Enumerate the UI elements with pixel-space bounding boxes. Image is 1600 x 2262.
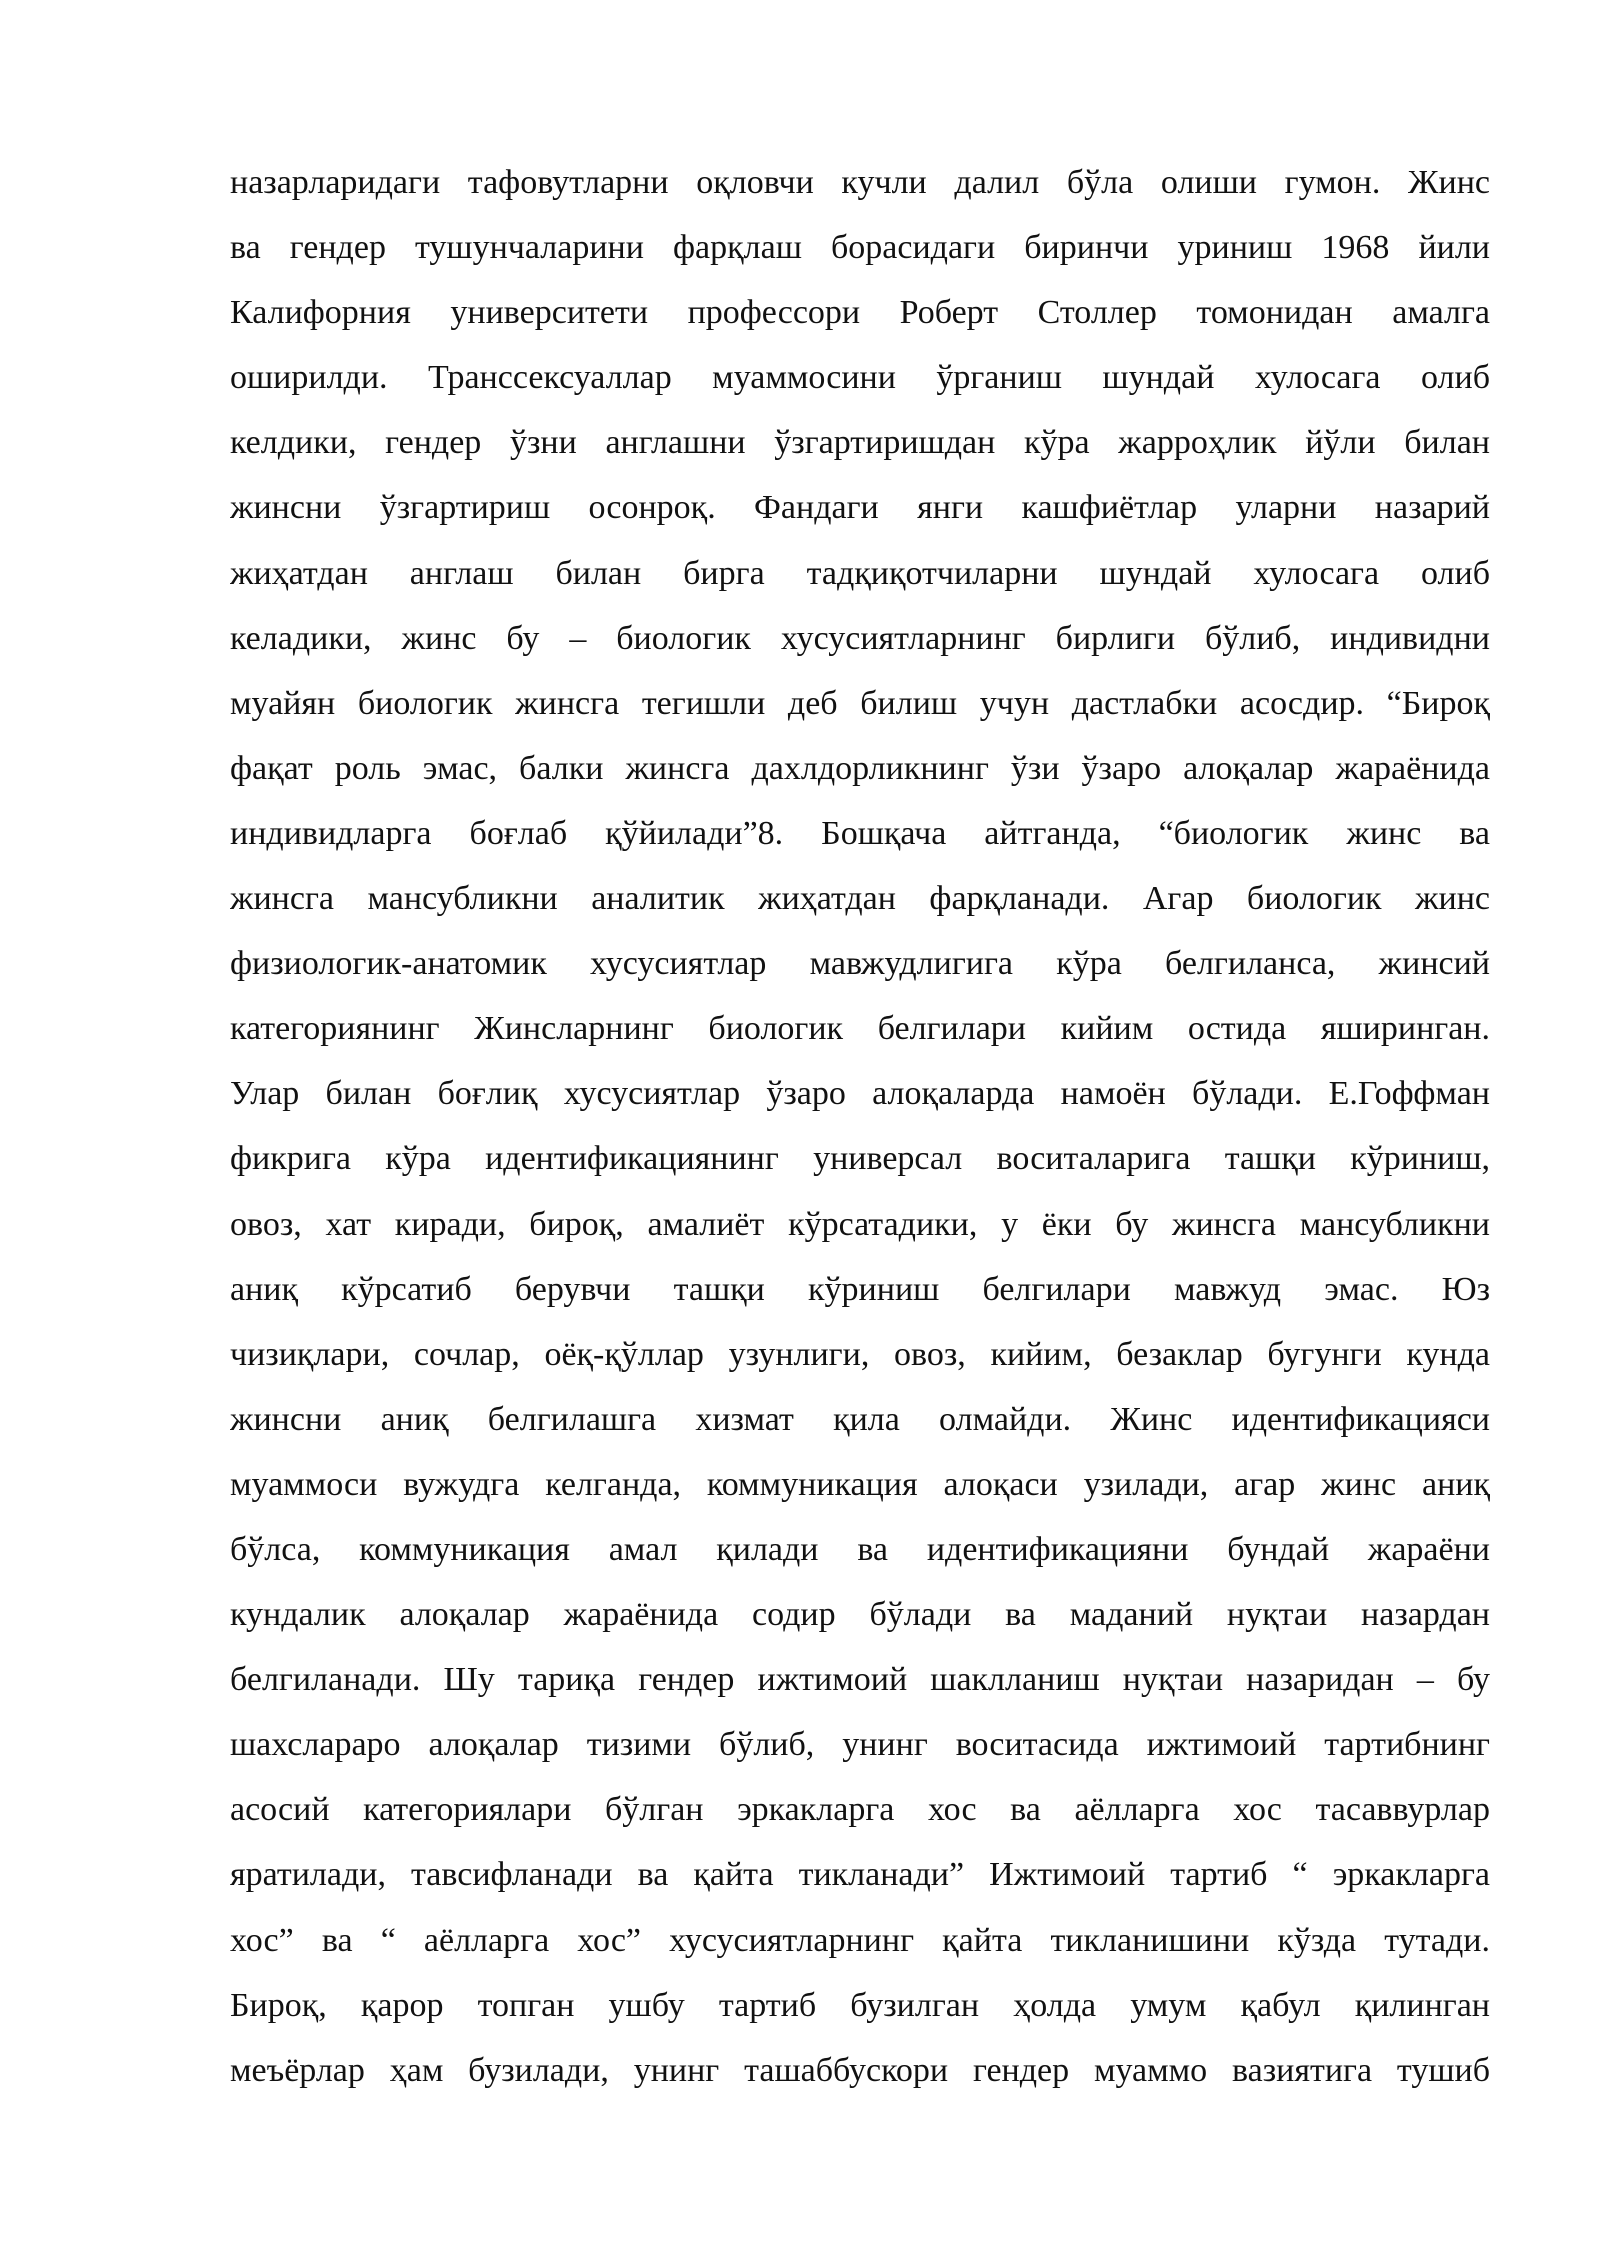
text-line: аниқ кўрсатиб берувчи ташқи кўриниш белгилари мавжуд эмас. Юз — [230, 1270, 1490, 1308]
text-line: хос” ва “ аёлларга хос” хусусиятларнинг қайта тикланишини кўзда тутади. — [230, 1921, 1490, 1959]
text-line: бўлса, коммуникация амал қилади ва идентификацияни бундай жараёни — [230, 1530, 1490, 1568]
text-line: жинсни аниқ белгилашга хизмат қила олмайди. Жинс идентификацияси — [230, 1400, 1490, 1438]
text-line: меъёрлар ҳам бузилади, унинг ташаббускори гендер муаммо вазиятига тушиб — [230, 2051, 1490, 2089]
text-line: оширилди. Транссексуаллар муаммосини ўрганиш шундай хулосага олиб — [230, 359, 1490, 397]
body-text — [230, 150, 1490, 2103]
text-line: келдики, гендер ўзни англашни ўзгартиришдан кўра жарроҳлик йўли билан — [230, 424, 1490, 462]
text-line: жинсга мансубликни аналитик жиҳатдан фарқланади. Агар биологик жинс — [230, 880, 1490, 918]
text-line: жинсни ўзгартириш осонроқ. Фандаги янги кашфиётлар уларни назарий — [230, 489, 1490, 527]
text-line: Калифорния университети профессори Роберт Столлер томонидан амалга — [230, 294, 1490, 332]
text-line: категориянинг Жинсларнинг биологик белгилари кийим остида яширинган. — [230, 1010, 1490, 1048]
text-line: яратилади, тавсифланади ва қайта тикланади” Ижтимоий тартиб “ эркакларга — [230, 1856, 1490, 1894]
text-line: фақат роль эмас, балки жинсга дахлдорликнинг ўзи ўзаро алоқалар жараёнида — [230, 749, 1490, 787]
text-line: индивидларга боғлаб қўйилади”8. Бошқача айтганда, “биологик жинс ва — [230, 814, 1490, 852]
text-line: асосий категориялари бўлган эркакларга хос ва аёлларга хос тасаввурлар — [230, 1791, 1490, 1829]
text-line: чизиқлари, сочлар, оёқ-қўллар узунлиги, овоз, кийим, безаклар бугунги кунда — [230, 1335, 1490, 1373]
text-line: назарларидаги тафовутларни оқловчи кучли далил бўла олиши гумон. Жинс — [230, 164, 1490, 201]
text-line: жиҳатдан англаш билан бирга тадқиқотчиларни шундай хулосага олиб — [230, 554, 1490, 592]
text-line: Бироқ, қарор топган ушбу тартиб бузилган ҳолда умум қабул қилинган — [230, 1986, 1490, 2024]
text-line: белгиланади. Шу тариқа гендер ижтимоий шаклланиш нуқтаи назаридан – бу — [230, 1661, 1490, 1699]
text-line: келадики, жинс бу – биологик хусусиятларнинг бирлиги бўлиб, индивидни — [230, 619, 1490, 657]
text-line: муайян биологик жинсга тегишли деб билиш учун дастлабки асосдир. “Бироқ — [230, 684, 1490, 722]
text-line: шахслараро алоқалар тизими бўлиб, унинг воситасида ижтимоий тартибнинг — [230, 1726, 1490, 1764]
text-line: овоз, хат киради, бироқ, амалиёт кўрсатадики, у ёки бу жинсга мансубликни — [230, 1205, 1490, 1243]
text-line: физиологик-анатомик хусусиятлар мавжудлигига кўра белгиланса, жинсий — [230, 945, 1490, 983]
text-line: фикрига кўра идентификациянинг универсал воситаларига ташқи кўриниш, — [230, 1140, 1490, 1178]
text-line: муаммоси вужудга келганда, коммуникация алоқаси узилади, агар жинс аниқ — [230, 1465, 1490, 1503]
text-line: кундалик алоқалар жараёнида содир бўлади ва маданий нуқтаи назардан — [230, 1596, 1490, 1634]
text-line: ва гендер тушунчаларини фарқлаш борасидаги биринчи уриниш 1968 йили — [230, 229, 1490, 267]
text-line: Улар билан боғлиқ хусусиятлар ўзаро алоқаларда намоён бўлади. Е.Гоффман — [230, 1075, 1490, 1113]
